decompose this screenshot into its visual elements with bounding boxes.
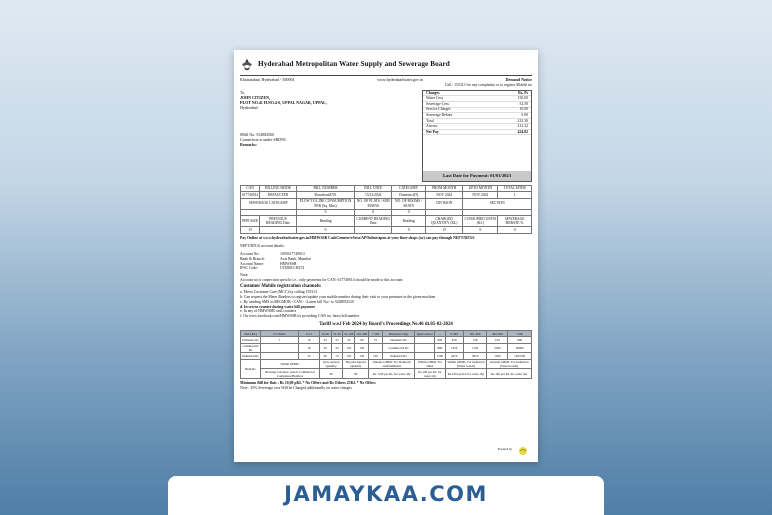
cell: 25 [331,337,343,343]
last-date-banner: Last Date for Payment: 01/01/2023 [423,171,531,181]
cell: Reading [296,216,354,227]
cell: NOV 2024 [426,192,463,198]
cell: 1267500 [508,353,532,359]
cell: 0 [463,227,498,233]
cell: Rs.100 per KL for water shy [415,369,445,379]
cell: Domestic Rs [242,337,259,342]
board-name: Hyderabad Metropolitan Water Supply and Sewerage Board [258,60,450,68]
cell: 2300 [487,343,508,353]
account-value: HMWSSB [280,261,297,266]
address-line [240,77,532,82]
seal-icon [516,446,530,456]
cell: Industrial Rs [242,353,259,358]
hmwssb-logo-icon [240,58,254,72]
powered-by: Powered by [497,447,512,452]
cell: SEWERAGE CATEGORY [241,198,297,209]
cell: Outside GHMC For Industrial (Water bonds) [487,359,532,369]
list-item: c. By sending SMS as REGMOB <CAN> <Latest bill No> to 9248092520 [240,299,354,304]
cell: 15 [426,227,463,233]
cell: Industrial Rs [382,353,415,359]
cell: 60 [355,337,369,343]
charge-value: 424.82 [517,129,528,134]
cell: 36000 [508,343,532,353]
tariff-table [240,330,532,379]
col-header: >500 [508,330,532,336]
table-row [241,369,532,379]
cell: Download4701 [296,192,354,198]
cell: Bulk Rs [241,359,261,378]
cell [415,343,435,353]
bill-details-table [240,185,532,234]
cell: 130 [369,353,382,359]
tariff-footnote-2: Note : 35% Sewerage cess Will be Charged additionally on water charges [240,385,352,390]
table-row [241,359,532,369]
cell: PIPE SIZE [241,216,260,227]
cell: DIVISION [426,198,463,209]
cell: 128 [463,337,487,343]
neft-title: NEFT/RTGS account details: [240,244,285,249]
charges-box [422,90,532,182]
cell: 0 [296,209,354,215]
cell: 19 [299,343,320,353]
col-header: ... [435,330,445,336]
doc-type: Demand Notice [505,77,532,82]
cell: 70 [331,353,343,359]
cell: 7 [260,337,298,343]
charge-label: Sewerage Rebate [426,113,453,118]
charge-value: 10.00 [519,107,528,112]
cell: 1200 [487,353,508,359]
col-header: BILL NUMBER [296,185,354,191]
cell: 900 [435,337,445,343]
cell: NO. OF ROOMS / SEATS [392,198,426,209]
cell [260,227,297,233]
col-header: Quota above [416,331,433,336]
cell: Domestic Rs [382,337,415,343]
note-text: Account no is connection specific i.e., only payments for CAN: 617740014 should be made to this account [240,277,403,282]
cell: 0 [296,227,354,233]
payment-section [240,236,532,283]
cell: 43 [331,343,343,353]
cell: 15/12/2024 [355,192,392,198]
online-note[interactable]: Pay Online at www.hyderabadwater.gov.in/HMWSSB CashCounter/eSeva/APOnline/apon at your finer shops (or) can pay through NEFT/RTGS [240,235,475,240]
cell: Outside GHMC For Domestic establishments [369,359,415,369]
cell: 3870 [463,353,487,359]
charge-label: Water Cess [426,96,444,101]
table-row [241,343,532,353]
charge-value: 212.32 [517,124,528,129]
col-header: 101-200 [356,331,368,336]
bill-header [240,54,532,76]
col-header: TOTAL MTHS [498,185,532,191]
cell: 1102 [463,343,487,353]
cell: SECTION [463,198,532,209]
charge-label: Total [426,118,434,123]
connection-note: Connection is under SBDNC [240,136,287,142]
cell: 2470 [445,353,463,359]
cell: PREVIOUS READING Date [260,216,297,227]
remarks-label: Remarks: [240,141,257,147]
account-value: UTIB0CCH274 [280,266,305,271]
cell: Rs.100 per KL for water shy [445,369,487,379]
cell [369,343,382,353]
cell: Beyond Agreed Quantity [343,359,369,369]
cell: 880 [435,343,445,353]
cell: NOV 2024 [463,192,498,198]
cell: NO. OF FLATS / SUB MAINS [355,198,392,209]
cell: 10 [299,337,320,343]
cell: Commercial Rs [382,343,415,353]
account-key: Bank & Branch: [240,256,265,261]
charges-header-label: Charges [426,90,440,95]
cell: 80 [343,369,369,379]
board-website[interactable]: www.hyderabadwater.gov.in [377,77,423,82]
cell: 60 [319,353,331,359]
cell: SEWERAGE REBATE % [498,216,532,227]
call-row [240,83,532,88]
col-header: 31-50 [331,330,343,336]
charge-value: 52.50 [519,101,528,106]
col-header: 401-500 [487,330,508,336]
cell: Within GHMC [260,359,319,369]
col-header: Slab (KL) [241,330,261,336]
cell: 120 [343,343,355,353]
cell [260,343,298,353]
cell: FLOW TO LINE CONSUMPTION PER (Sq. Mtrs) [296,198,354,209]
cell: 60 [319,369,342,379]
table-row [241,198,532,209]
site-brand[interactable]: JAMAYKAA.COM [284,482,488,506]
col-header: Monsoon Chgs [382,330,415,336]
cell: 22 [319,337,331,343]
cell: 0 [498,227,532,233]
charge-label: Net Pay [426,129,439,134]
note-label: Note: [240,273,249,278]
board-address: Khairatabad, Hyderabad - 500004 [240,77,295,82]
customer-block [240,90,422,182]
col-header: 0-5 Slabs [260,330,298,336]
mobile-registration [240,284,532,318]
cell [355,227,392,233]
charge-label: Sewerage Cess [426,101,449,106]
table-row [241,227,532,233]
col-header: CAN [241,185,260,191]
site-footer-bar [168,476,604,515]
charge-row-net [423,130,531,136]
charge-label: Service Charges [426,107,451,112]
cell: 29 [319,343,331,353]
charge-value: 0.00 [521,113,528,118]
customer-address-1: PLOT NO.41 H.NO.4-6, UPPAL NAGAR, UPPAL, [240,99,327,105]
cell: CURRENT READING Date [356,216,391,226]
cell: 450 [445,337,463,343]
to-label: To, [240,89,246,95]
cell: 35 [299,353,320,359]
cell: Rs.100 per KL for water shy [487,369,532,379]
cell: 45 [343,337,355,343]
col-header: FROM MONTH [426,185,463,191]
account-key: IFSC Code: [240,266,259,271]
list-item: b. Can request the Meter Readers to register/update your mobile number during their visit to your premises in the given machine [240,295,436,300]
col-header: BILLING MODE [260,185,297,191]
col-header: 0-15 [299,330,320,336]
cell: 120 [343,353,355,359]
customer-name: JOHN CITIZEN, [240,94,271,100]
cell: 150 [355,343,369,353]
customer-address-2: Hyderabad. [240,104,259,110]
account-key: Account Name: [240,261,264,266]
call-line: Call : 155313 for any complaints or to register Mobile no [444,83,532,87]
cell: DEFAULTED [260,192,297,198]
charge-value: 150.00 [517,96,528,101]
cell: CHARGED QUANTITY (KL) [426,216,463,227]
cell: 0 [392,209,426,215]
col-header: > 200 [369,330,382,336]
cell: 1450 [445,343,463,353]
cell: 1200 [436,353,444,358]
list-item: e. In any of HMWSSB cash counters [240,309,297,314]
cell: 15 [241,227,260,233]
cell: 120 [355,353,369,359]
table-row [241,216,532,227]
cell: Within GHMC For Industrial (Water bonds) [445,359,487,369]
cell: Reading [392,216,426,227]
mobile-title: Customer Mobile registration channels: [240,284,322,290]
col-header: 301-400 [463,330,487,336]
col-header: UPTO MONTH [463,185,498,191]
cell: CONSUMED UNITS (KL) [464,216,497,226]
cell: 75 [369,337,382,343]
cell: Housing Colonies/ Gated/ Commercial Complexes/Builders [260,369,319,379]
cell: 0 [355,209,392,215]
col-header: 0-300 [445,330,463,336]
cell: Upto Agreed Quantity [319,359,342,369]
charge-label: Arrears [426,124,438,129]
account-value: 1005617740014 [280,252,305,257]
cell: Rs. 5.00 per KL for water shy [369,369,415,379]
list-item: d. In sewra counter during water bill payment [240,304,315,309]
cell: Domestic(D) [392,192,426,198]
col-header: 16-30 [319,330,331,336]
cell: 0 [392,227,426,233]
account-key: Account No: [240,252,260,257]
account-value: Axis Bank, Mumbai [280,256,311,261]
tariff-footnote-1: Minimum Bill for flats : Rs 10,00 pKL * No Offers and Rs Others 25KL * No Offers [240,380,376,385]
list-item: a. Metro Customer Care (MCC) by calling 155313 [240,290,317,295]
cell: 617740014 [242,192,259,197]
cell: 1 [498,192,532,198]
sbill-number: SBill No: 554884560 [240,131,275,137]
water-bill-document [234,50,538,462]
list-item[interactable]: f. On www.facebook.com/HMWSSB by providing CAN no, latest bill number [240,314,360,319]
cell: 990 [508,337,532,343]
col-header: 51-100 [344,331,354,336]
col-header: BILL DATE [355,185,392,191]
customer-and-charges [240,90,532,182]
charge-value: 212.50 [517,118,528,123]
charges-header-value: Rs. Ps [518,90,528,95]
col-header: CATEGORY [392,185,426,191]
cell: Commercial Rs [241,343,261,353]
cell: Within GHMC For Other [415,359,445,369]
tariff-title: Tariff w.e.f Feb 2024 by Board's Proceedings No.46 dt.05-02-2024 [319,321,453,327]
cell: 109 [487,337,508,343]
